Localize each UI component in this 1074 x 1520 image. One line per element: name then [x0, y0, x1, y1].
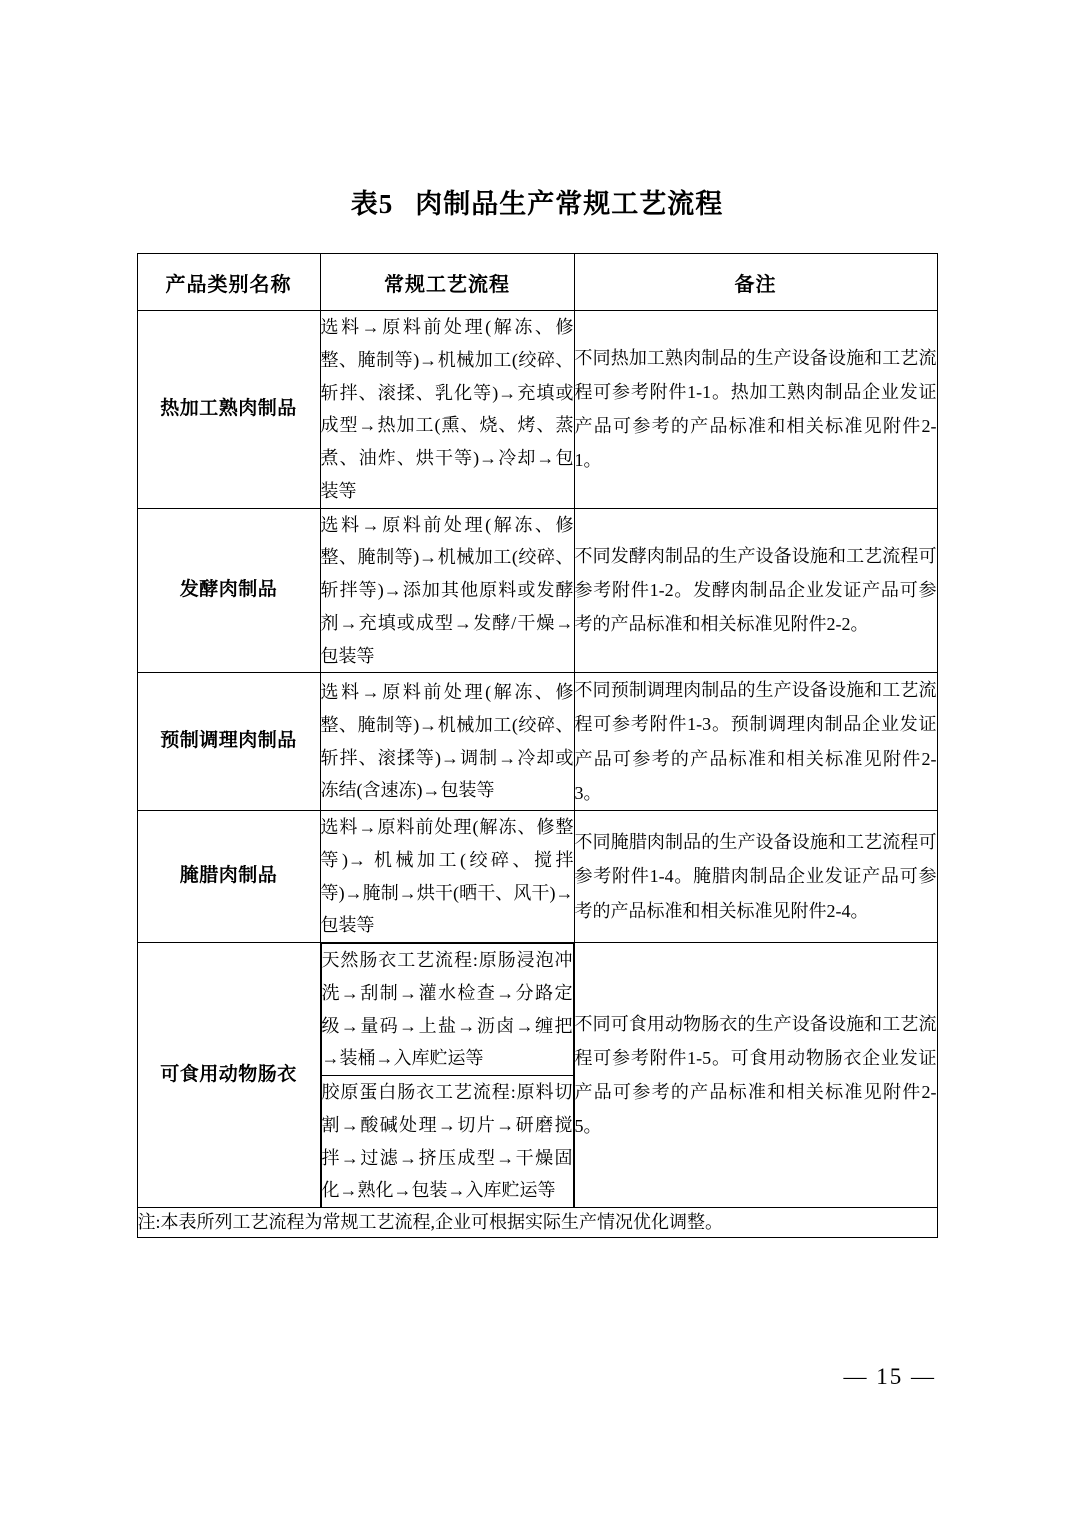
table-row: [137, 311, 937, 509]
column-header-remark: 备注: [574, 254, 937, 311]
table-header-row: [137, 254, 937, 311]
table-label: 表5: [350, 189, 394, 219]
process-flow-group: [320, 943, 574, 1208]
table-title-text: 肉制品生产常规工艺流程: [415, 189, 724, 219]
category-name: 预制调理肉制品: [137, 673, 320, 811]
subrow-collagen-casing: [321, 1076, 573, 1208]
process-flow-text: 选料→原料前处理(解冻、修整、腌制等)→机械加工(绞碎、斩拌、滚揉、乳化等)→充填或成型→热加工(熏、烧、烤、蒸煮、油炸、烘干等)→冷却→包装等: [320, 311, 574, 509]
process-flow-subtable: [321, 943, 574, 1207]
process-flow-text: 选料→原料前处理(解冻、修整、腌制等)→机械加工(绞碎、斩拌等)→添加其他原料或发酵剂→充填或成型→发酵/干燥→包装等: [320, 508, 574, 673]
table-row: [137, 811, 937, 943]
table-row: [137, 943, 937, 1208]
page-number: — 15 —: [843, 1364, 936, 1389]
category-name: 热加工熟肉制品: [137, 311, 320, 509]
remark-text: 不同腌腊肉制品的生产设备设施和工艺流程可参考附件1-4。腌腊肉制品企业发证产品可参考的产品标准和相关标准见附件2-4。: [574, 811, 937, 943]
remark-text: 不同发酵肉制品的生产设备设施和工艺流程可参考附件1-2。发酵肉制品企业发证产品可参考的产品标准和相关标准见附件2-2。: [574, 508, 937, 673]
table-footnote-row: [137, 1208, 937, 1238]
subrow-natural-casing: [321, 944, 573, 1076]
column-header-process: 常规工艺流程: [320, 254, 574, 311]
process-flow-text-collagen: 胶原蛋白肠衣工艺流程:原料切割→酸碱处理→切片→研磨搅拌→过滤→挤压成型→干燥固化→熟化→包装→入库贮运等: [321, 1076, 573, 1208]
column-header-category: 产品类别名称: [137, 254, 320, 311]
process-flow-table: [137, 253, 938, 1238]
table-row: [137, 508, 937, 673]
page-title: [0, 0, 1074, 221]
category-name: 腌腊肉制品: [137, 811, 320, 943]
table-row: [137, 673, 937, 811]
category-name: 可食用动物肠衣: [137, 943, 320, 1208]
category-name: 发酵肉制品: [137, 508, 320, 673]
process-flow-text-natural: 天然肠衣工艺流程:原肠浸泡冲洗→刮制→灌水检查→分路定级→量码→上盐→沥卤→缠把→装桶→入库贮运等: [321, 944, 573, 1076]
process-flow-text: 选料→原料前处理(解冻、修整、腌制等)→机械加工(绞碎、斩拌、滚揉等)→调制→冷却或冻结(含速冻)→包装等: [320, 673, 574, 811]
table-footnote: 注:本表所列工艺流程为常规工艺流程,企业可根据实际生产情况优化调整。: [137, 1208, 937, 1238]
remark-text: 不同预制调理肉制品的生产设备设施和工艺流程可参考附件1-3。预制调理肉制品企业发证产品可参考的产品标准和相关标准见附件2-3。: [574, 673, 937, 811]
remark-text: 不同热加工熟肉制品的生产设备设施和工艺流程可参考附件1-1。热加工熟肉制品企业发证产品可参考的产品标准和相关标准见附件2-1。: [574, 311, 937, 509]
process-flow-text: 选料→原料前处理(解冻、修整等)→ 机械加工(绞碎、搅拌等)→腌制→烘干(晒干、风干)→包装等: [320, 811, 574, 943]
remark-text: 不同可食用动物肠衣的生产设备设施和工艺流程可参考附件1-5。可食用动物肠衣企业发证产品可参考的产品标准和相关标准见附件2-5。: [574, 943, 937, 1208]
